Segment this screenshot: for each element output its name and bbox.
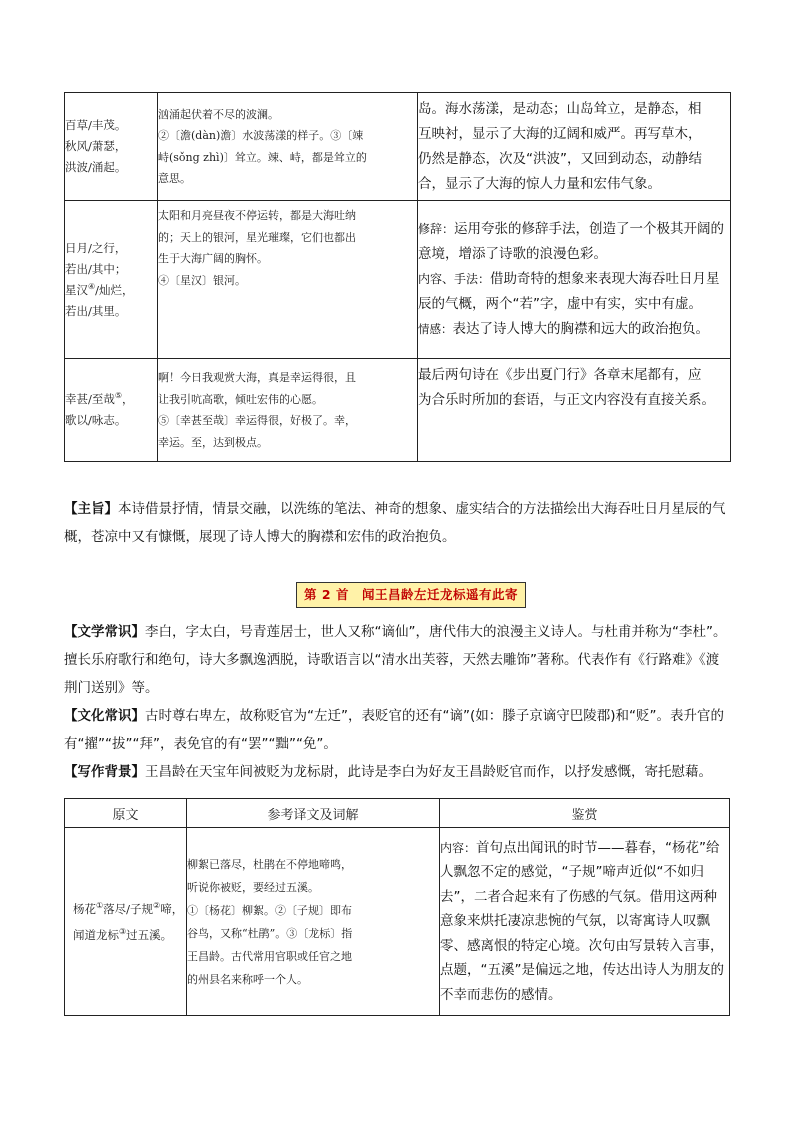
- appreciation-para: 情感：表达了诗人博大的胸襟和远大的政治抱负。: [418, 321, 709, 337]
- culture-label: 【文化常识】: [64, 708, 145, 724]
- appreciation-para: 内容：首句点出闻讯的时节——暮春，“杨花”给人飘忽不定的感觉，“子规”啼声近似“不如归去”，二者合起来有了伤感的气氛。借用这两种意象来烘托凄凉悲惋的气氛，以寄寓诗人叹飘零、感离恨的特定心境。次句由写景转入言事，点题，“五溪”是偏远之地，传达出诗人为朋友的不幸而悲伤的感情。: [440, 839, 724, 1003]
- poem2-table: [64, 798, 730, 1016]
- translation-line: 太阳和月亮昼夜不停运转，都是大海吐纳: [158, 209, 356, 222]
- original-line: 若出/其中；: [65, 261, 127, 276]
- original-line: 歌以/咏志。: [65, 413, 127, 427]
- appreciation-cell: [418, 201, 731, 359]
- original-line: 闻道龙标③过五溪。: [73, 926, 173, 942]
- footnote-mark: ④: [88, 281, 96, 291]
- footnote-mark: ①: [96, 900, 104, 910]
- appreciation-cell: [418, 93, 731, 201]
- table-row: [65, 93, 731, 201]
- table-row: [65, 828, 730, 1016]
- label: 内容、手法：: [418, 272, 491, 286]
- appreciation-line: 仍然是静态，次及“洪波”，又回到动态，动静结: [418, 150, 702, 167]
- original-cell: [65, 201, 158, 359]
- footnote-mark: ③: [119, 926, 127, 936]
- culture-knowledge: 【文化常识】古时尊右卑左，故称贬官为“左迁”，表贬官的还有“谪”(如：滕子京谪守巴陵郡)和“贬”。表升官的有“擢”“拔”“拜”，表免官的有“罢”“黜”“免”。: [64, 708, 724, 752]
- translation-cell: [187, 828, 440, 1016]
- translation-line: 峙(sǒng zhì)〕耸立。竦、峙，都是耸立的: [158, 150, 367, 164]
- theme-label: 【主旨】: [64, 501, 118, 517]
- original-line: 幸甚/至哉⑤，: [65, 391, 134, 406]
- translation-line: ②〔澹(dàn)澹〕水波荡漾的样子。③〔竦: [158, 129, 364, 142]
- background-label: 【写作背景】: [64, 764, 145, 780]
- original-line: 洪波/涌起。: [65, 160, 127, 174]
- original-line: 日月/之行，: [65, 240, 127, 255]
- translation-line: ④〔星汉〕银河。: [158, 273, 246, 287]
- original-line: 星汉④/灿烂，: [65, 281, 134, 297]
- appreciation-para: 修辞：运用夸张的修辞手法，创造了一个极其开阔的意境，增添了诗歌的浪漫色彩。: [418, 221, 725, 262]
- translation-line: 让我引吭高歌，倾吐宏伟的心愿。: [158, 392, 323, 406]
- footnote-mark: ②: [153, 900, 161, 910]
- translation-line: 王昌龄。古代常用官职或任官之地: [187, 949, 352, 963]
- translation-line: 谷鸟，又称“杜鹃”。③〔龙标〕指: [187, 926, 353, 940]
- translation-line: 的；天上的银河，星光璀璨，它们也都出: [158, 230, 356, 244]
- translation-line: 啊！今日我观赏大海，真是幸运得很，且: [158, 371, 356, 384]
- table-header-row: [65, 799, 730, 828]
- original-line: 百草/丰茂。: [65, 118, 127, 132]
- column-header: 鉴赏: [440, 799, 730, 828]
- original-line: 杨花①落尽/子规②啼，: [73, 900, 184, 916]
- original-line: 秋风/萧瑟，: [65, 139, 127, 153]
- appreciation-line: 合，显示了大海的惊人力量和宏伟气象。: [418, 175, 661, 192]
- column-header: 参考译文及词解: [187, 799, 440, 828]
- translation-cell: [158, 201, 418, 359]
- translation-cell: [158, 359, 418, 462]
- appreciation-cell: [440, 828, 730, 1016]
- appreciation-cell: [418, 359, 731, 462]
- appreciation-line: 岛。海水荡漾，是动态；山岛耸立，是静态，相: [418, 100, 702, 117]
- label: 情感：: [418, 322, 453, 336]
- translation-line: ⑤〔幸甚至哉〕幸运得很，好极了。幸，: [158, 414, 356, 427]
- literature-knowledge: 【文学常识】李白，字太白，号青莲居士，世人又称“谪仙”，唐代伟大的浪漫主义诗人。与杜甫并称为“李杜”。擅长乐府歌行和绝句，诗大多飘逸洒脱，诗歌语言以“清水出芙蓉，天然去雕饰”著称。代表作有《行路难》《渡荆门送别》等。: [64, 624, 727, 696]
- writing-background: 【写作背景】王昌龄在天宝年间被贬为龙标尉，此诗是李白为好友王昌龄贬官而作，以抒发感慨，寄托慰藉。: [64, 764, 712, 780]
- translation-line: 汹涌起伏着不尽的波澜。: [158, 107, 279, 121]
- theme-paragraph: [64, 495, 730, 551]
- knowledge-section: [64, 618, 730, 786]
- original-cell: [65, 93, 158, 201]
- poem1-table: [64, 92, 731, 462]
- footnote-mark: ⑤: [114, 391, 123, 401]
- label: 内容：: [440, 840, 477, 855]
- section-title: 第 2 首 闻王昌龄左迁龙标遥有此寄: [296, 582, 526, 608]
- translation-line: 生于大海广阔的胸怀。: [158, 252, 268, 265]
- table-row: [65, 201, 731, 359]
- translation-cell: [158, 93, 418, 201]
- translation-line: 幸运。至，达到极点。: [158, 435, 268, 449]
- original-line: 若出/其里。: [65, 303, 127, 318]
- translation-line: 意思。: [158, 172, 191, 185]
- translation-line: 柳絮已落尽，杜鹃在不停地啼鸣，: [187, 857, 352, 871]
- translation-line: 听说你被贬，要经过五溪。: [187, 880, 319, 894]
- appreciation-line: 互映衬，显示了大海的辽阔和威严。再写草木，: [418, 125, 702, 142]
- label: 修辞：: [418, 222, 455, 236]
- column-header: 原文: [65, 799, 187, 828]
- appreciation-line: 为合乐时所加的套语，与正文内容没有直接关系。: [418, 392, 715, 408]
- appreciation-line: 最后两句诗在《步出夏门行》各章末尾都有，应: [418, 367, 702, 383]
- table-row: [65, 359, 731, 462]
- appreciation-para: 内容、手法：借助奇特的想象来表现大海吞吐日月星辰的气概，两个“若”字，虚中有实，实中有虚。: [418, 271, 720, 312]
- original-cell: [65, 359, 158, 462]
- translation-line: 的州县名来称呼一个人。: [187, 972, 308, 986]
- translation-line: ①〔杨花〕柳絮。②〔子规〕即布: [187, 903, 352, 917]
- original-cell: [65, 828, 187, 1016]
- literature-label: 【文学常识】: [64, 624, 145, 640]
- theme-text: 本诗借景抒情，情景交融，以洗练的笔法、神奇的想象、虚实结合的方法描绘出大海吞吐日月星辰的气概，苍凉中又有慷慨，展现了诗人博大的胸襟和宏伟的政治抱负。: [64, 501, 726, 545]
